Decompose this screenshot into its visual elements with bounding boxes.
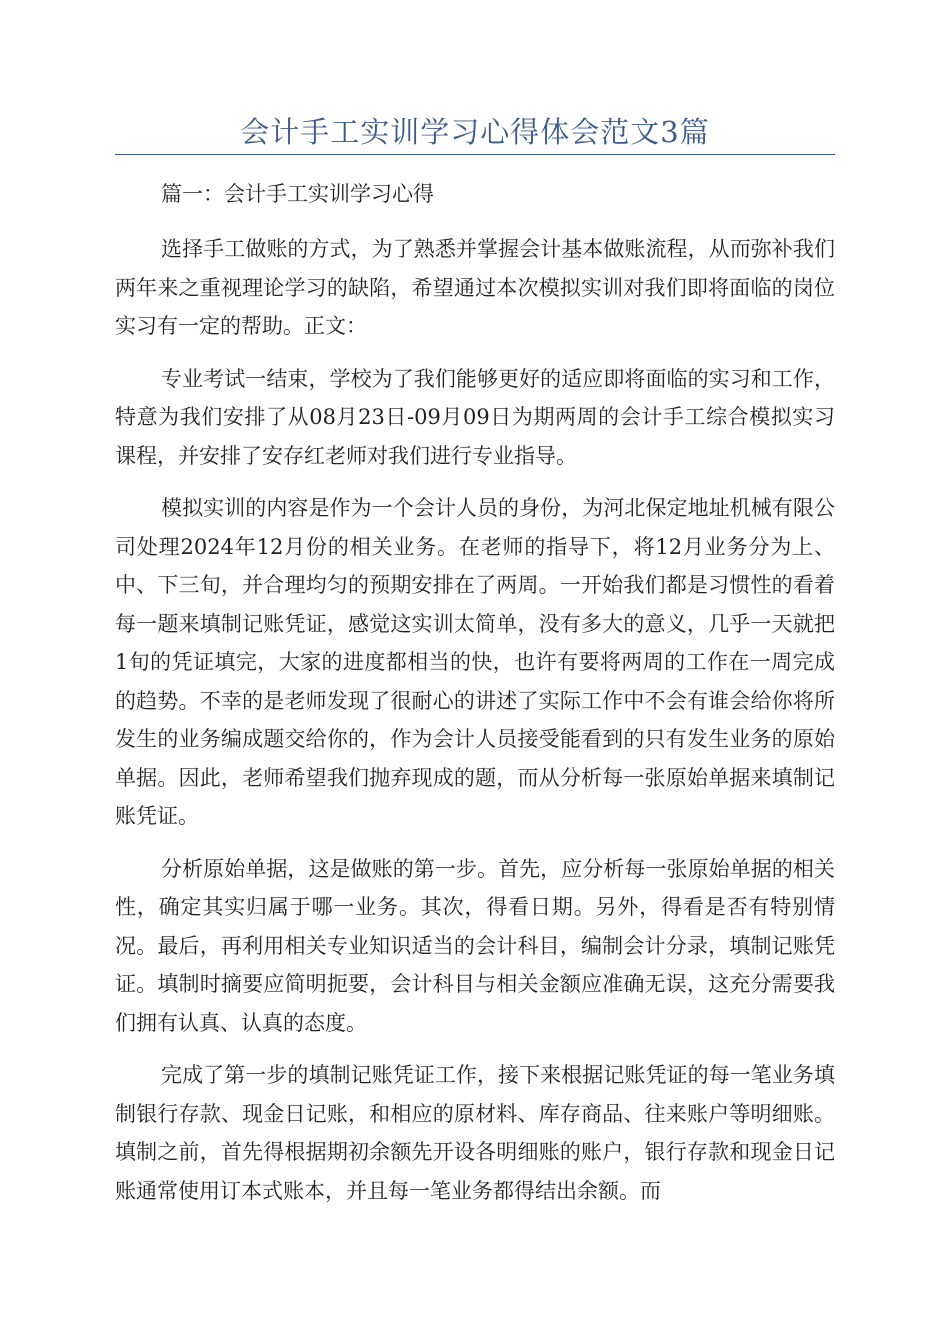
document-body [115, 172, 835, 1224]
document-title: 会计手工实训学习心得体会范文3篇 [240, 115, 710, 149]
section-heading: 篇一：会计手工实训学习心得 [161, 182, 434, 206]
paragraph-3: 模拟实训的内容是作为一个会计人员的身份，为河北保定地址机械有限公司处理2024年12月份的相关业务。在老师的指导下，将12月业务分为上、中、下三旬，并合理均匀的预期安排在了两周。一开始我们都是习惯性的看着每一题来填制记账凭证，感觉这实训太简单，没有多大的意义，几乎一天就把1旬的凭证填完，大家的进度都相当的快，也许有要将两周的工作在一周完成的趋势。不幸的是老师发现了很耐心的讲述了实际工作中不会有谁会给你将所发生的业务编成题交给你的，作为会计人员接受能看到的只有发生业务的原始单据。因此，老师希望我们抛弃现成的题，而从分析每一张原始单据来填制记账凭证。 [115, 496, 835, 828]
paragraph-1: 选择手工做账的方式，为了熟悉并掌握会计基本做账流程，从而弥补我们两年来之重视理论学习的缺陷，希望通过本次模拟实训对我们即将面临的岗位实习有一定的帮助。正文： [115, 237, 835, 338]
title-underline [115, 154, 835, 155]
paragraph-4: 分析原始单据，这是做账的第一步。首先，应分析每一张原始单据的相关性，确定其实归属于哪一业务。其次，得看日期。另外，得看是否有特别情况。最后，再利用相关专业知识适当的会计科目，编制会计分录，填制记账凭证。填制时摘要应简明扼要，会计科目与相关金额应准确无误，这充分需要我们拥有认真、认真的态度。 [115, 856, 835, 1035]
paragraph-2: 专业考试一结束，学校为了我们能够更好的适应即将面临的实习和工作，特意为我们安排了从08月23日-09月09日为期两周的会计手工综合模拟实习课程，并安排了安存红老师对我们进行专业指导。 [115, 366, 835, 468]
paragraph-5: 完成了第一步的填制记账凭证工作，接下来根据记账凭证的每一笔业务填制银行存款、现金日记账，和相应的原材料、库存商品、往来账户等明细账。填制之前，首先得根据期初余额先开设各明细账的账户，银行存款和现金日记账通常使用订本式账本，并且每一笔业务都得结出余额。而 [115, 1063, 835, 1203]
